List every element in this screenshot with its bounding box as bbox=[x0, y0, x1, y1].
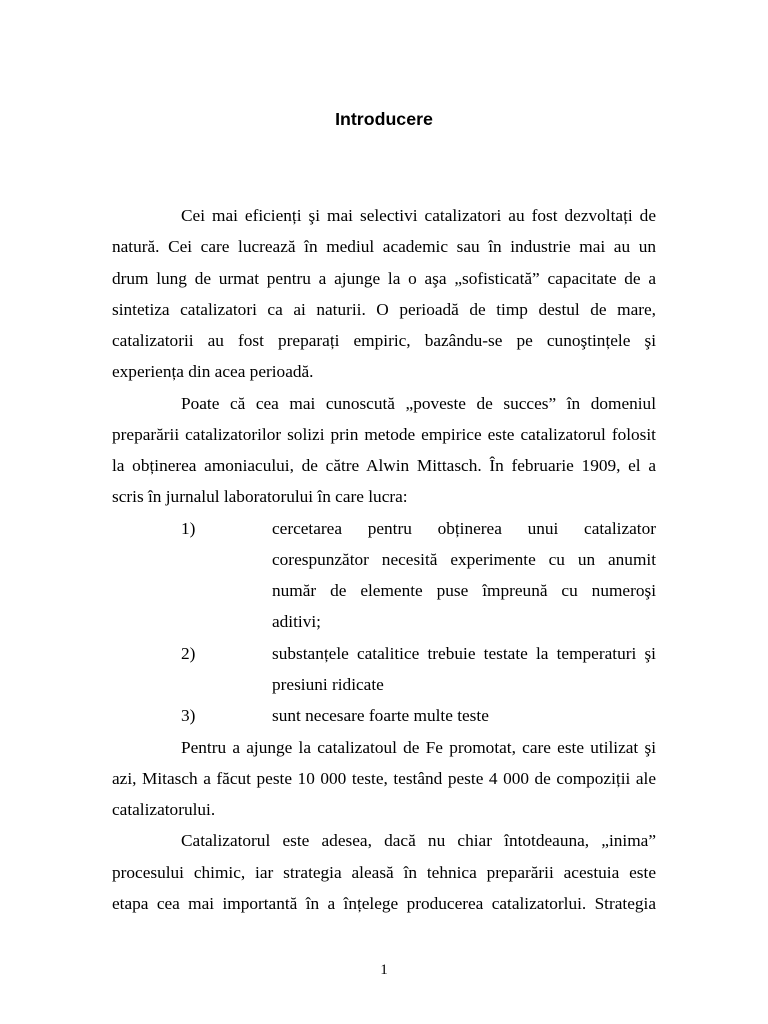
text-line: corespunzător necesită experimente cu un anumit bbox=[272, 549, 656, 569]
text-line: Poate că cea mai cunoscută „poveste de succes” în domeniul bbox=[181, 393, 656, 413]
numbered-list bbox=[112, 513, 656, 732]
paragraph-1 bbox=[112, 200, 656, 388]
text-line: experiența din acea perioadă. bbox=[112, 362, 314, 382]
text-line: Pentru a ajunge la catalizatoul de Fe promotat, care este utilizat şi bbox=[181, 737, 656, 757]
text-line: cercetarea pentru obținerea unui catalizator bbox=[272, 518, 656, 538]
text-line: presiuni ridicate bbox=[272, 674, 384, 694]
text-line: preparării catalizatorilor solizi prin metode empirice este catalizatorul folosit bbox=[112, 424, 656, 444]
text-line: azi, Mitasch a făcut peste 10 000 teste, testând peste 4 000 de compoziții ale bbox=[112, 768, 656, 788]
list-item-3 bbox=[112, 700, 656, 731]
text-line: Cei mai eficienți şi mai selectivi catalizatori au fost dezvoltați de bbox=[181, 206, 656, 225]
text-line: etapa cea mai importantă în a înțelege producerea catalizatorlui. Strategia bbox=[112, 893, 656, 913]
text-line: substanțele catalitice trebuie testate la temperaturi şi bbox=[272, 643, 656, 663]
list-item-1 bbox=[112, 513, 656, 638]
paragraph-4 bbox=[112, 825, 656, 919]
text-line: aditivi; bbox=[272, 612, 321, 632]
list-item-2 bbox=[112, 638, 656, 701]
text-line: procesului chimic, iar strategia aleasă în tehnica preparării acestuia este bbox=[112, 862, 656, 882]
text-line: catalizatorului. bbox=[112, 800, 216, 820]
list-number: 3) bbox=[181, 706, 196, 726]
text-line: sintetiza catalizatori ca ai naturii. O perioadă de timp destul de mare, bbox=[112, 299, 656, 319]
page-number: 1 bbox=[380, 962, 388, 978]
page-title: Introducere bbox=[335, 109, 433, 129]
paragraph-3 bbox=[112, 732, 656, 826]
document-body bbox=[112, 200, 656, 919]
text-line: natură. Cei care lucrează în mediul academic sau în industrie mai au un bbox=[112, 237, 656, 257]
list-number: 2) bbox=[181, 643, 196, 663]
text-line: număr de elemente puse împreună cu numeroşi bbox=[272, 581, 656, 601]
text-line: Catalizatorul este adesea, dacă nu chiar întotdeauna, „inima” bbox=[181, 831, 656, 851]
paragraph-2 bbox=[112, 388, 656, 513]
text-line: drum lung de urmat pentru a ajunge la o aşa „sofisticată” capacitate de a bbox=[112, 268, 656, 288]
text-line: scris în jurnalul laboratorului în care lucra: bbox=[112, 487, 408, 507]
list-number: 1) bbox=[181, 518, 196, 538]
text-line: la obținerea amoniacului, de către Alwin Mittasch. În februarie 1909, el a bbox=[112, 456, 656, 476]
text-line: catalizatorii au fost preparați empiric, bazându-se pe cunoştințele şi bbox=[112, 331, 656, 351]
text-line: sunt necesare foarte multe teste bbox=[272, 706, 489, 726]
